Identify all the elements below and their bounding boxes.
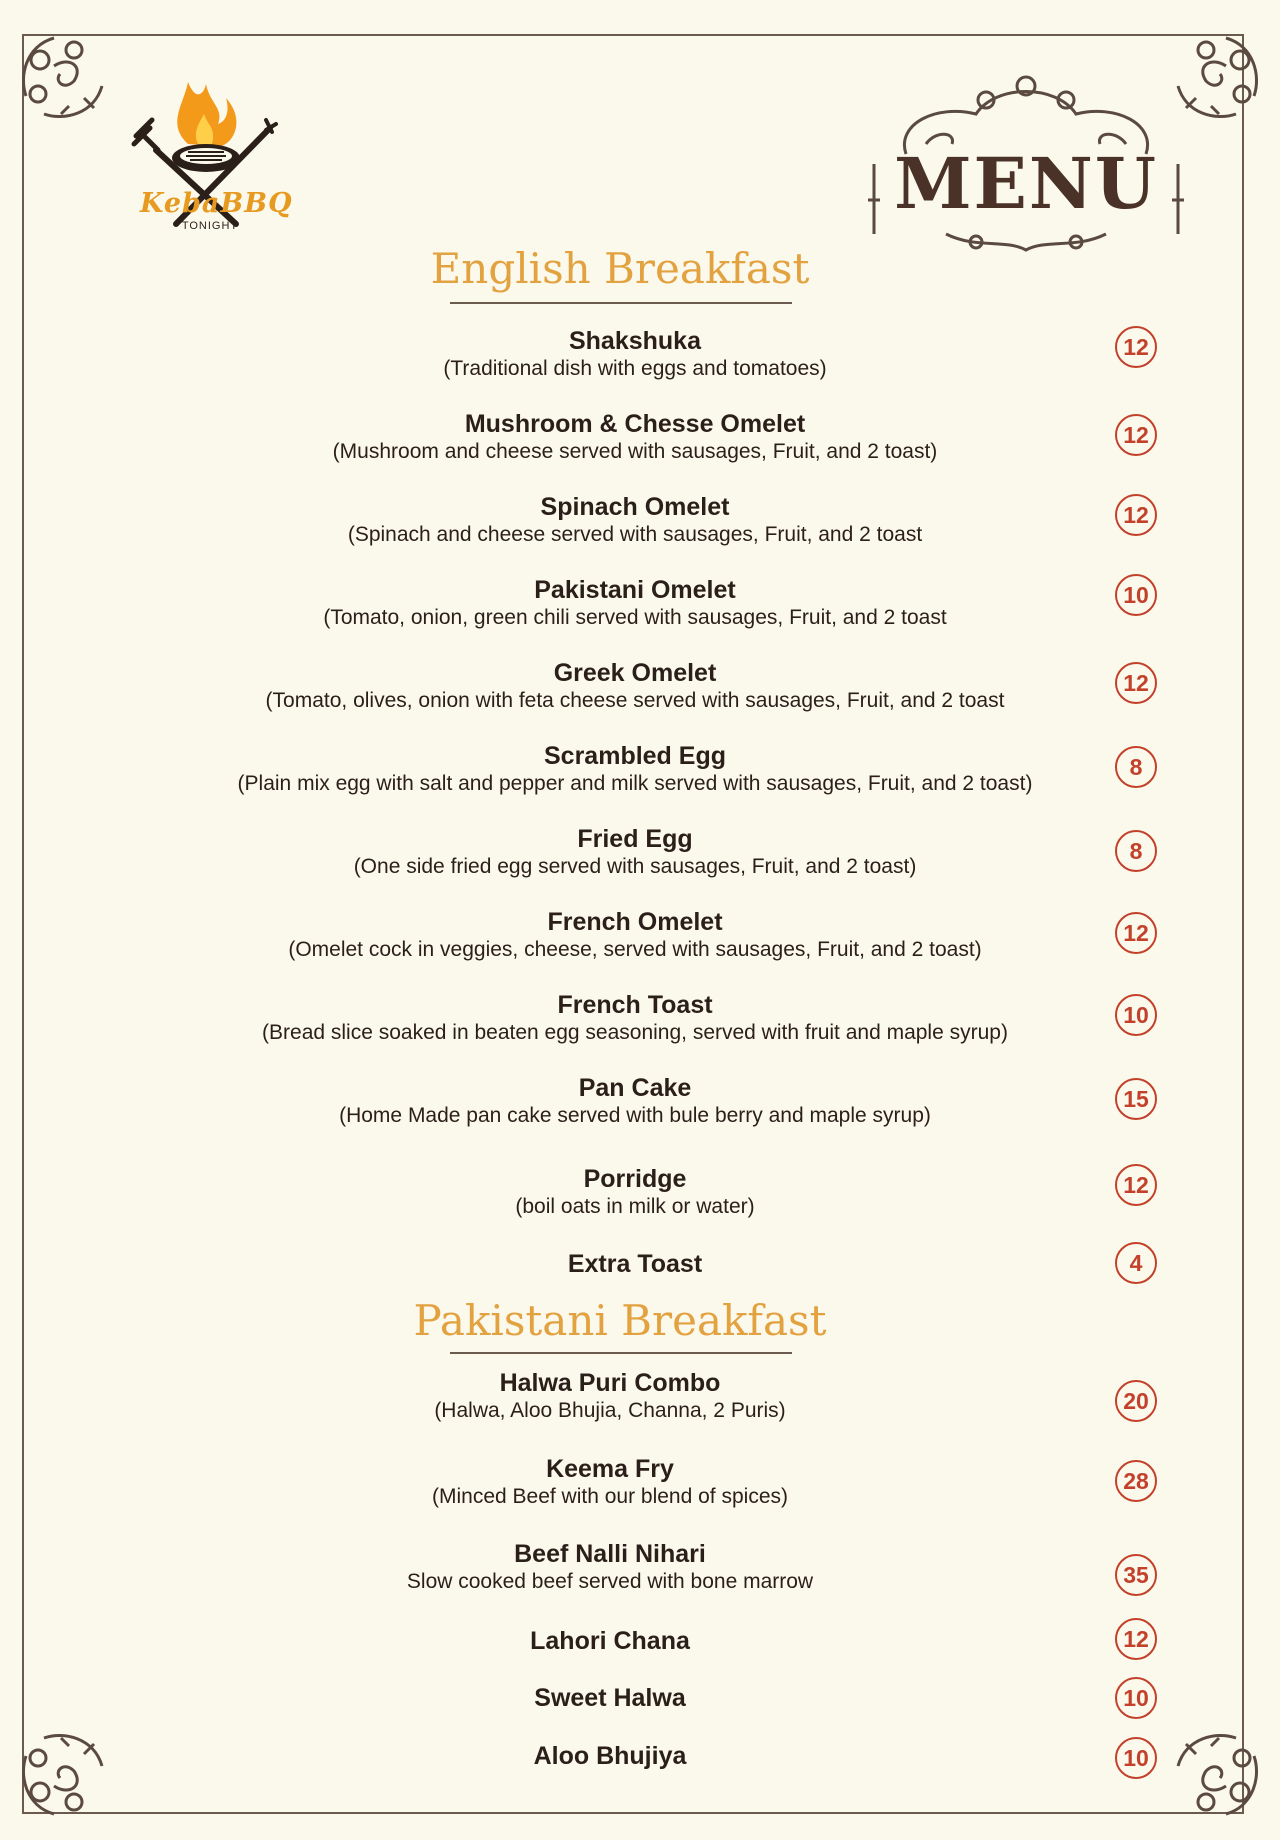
item-description: (boil oats in milk or water) [515, 1195, 755, 1218]
item-description: (Tomato, onion, green chili served with sausages, Fruit, and 2 toast [323, 606, 947, 629]
price-badge: 12 [1115, 326, 1157, 368]
item-description: (Plain mix egg with salt and pepper and milk served with sausages, Fruit, and 2 toast) [237, 772, 1033, 795]
item-name: Aloo Bhujiya [533, 1742, 687, 1770]
price-badge: 20 [1115, 1380, 1157, 1422]
restaurant-logo [126, 74, 293, 252]
price-badge: 8 [1115, 746, 1157, 788]
logo-tagline: TONIGHT [181, 220, 239, 232]
item-description: (Mushroom and cheese served with sausages, Fruit, and 2 toast) [332, 440, 938, 463]
item-description: (Omelet cock in veggies, cheese, served with sausages, Fruit, and 2 toast) [288, 938, 982, 961]
item-name: Fried Egg [577, 825, 693, 853]
item-description: (Spinach and cheese served with sausages, Fruit, and 2 toast [347, 523, 923, 546]
menu-item [200, 1741, 1020, 1771]
price-badge: 35 [1115, 1554, 1157, 1596]
item-description: (Tomato, olives, onion with feta cheese served with sausages, Fruit, and 2 toast [265, 689, 1005, 712]
section-divider [450, 1352, 792, 1354]
item-name: Lahori Chana [530, 1627, 690, 1655]
section-title-pakistani-breakfast: Pakistani Breakfast [413, 1296, 827, 1345]
item-name: French Toast [557, 991, 713, 1019]
menu-item [220, 1249, 1050, 1279]
menu-item [200, 1683, 1020, 1713]
price-badge: 8 [1115, 830, 1157, 872]
item-name: Spinach Omelet [540, 493, 730, 521]
logo-name: KebaBBQ [140, 188, 293, 219]
price-badge: 28 [1115, 1460, 1157, 1502]
price-badge: 4 [1115, 1242, 1157, 1284]
item-name: Keema Fry [546, 1455, 674, 1483]
menu-item [220, 1073, 1050, 1129]
item-name: Scrambled Egg [544, 742, 726, 770]
item-name: Halwa Puri Combo [499, 1369, 721, 1397]
item-name: Porridge [583, 1165, 687, 1193]
menu-heading-badge [866, 64, 1186, 274]
price-badge: 12 [1115, 494, 1157, 536]
item-name: Pan Cake [578, 1074, 692, 1102]
menu-item [220, 1164, 1050, 1220]
item-description: (Bread slice soaked in beaten egg seasoning, served with fruit and maple syrup) [262, 1021, 1008, 1044]
item-name: Sweet Halwa [534, 1684, 686, 1712]
menu-item [220, 326, 1050, 382]
item-description: (Minced Beef with our blend of spices) [431, 1485, 788, 1508]
item-name: Shakshuka [568, 327, 701, 355]
price-badge: 12 [1115, 414, 1157, 456]
menu-item [220, 824, 1050, 880]
menu-item [220, 409, 1050, 465]
menu-item [200, 1454, 1020, 1510]
item-name: Beef Nalli Nihari [514, 1540, 706, 1568]
price-badge: 12 [1115, 1618, 1157, 1660]
item-name: Mushroom & Chesse Omelet [464, 410, 806, 438]
item-description: (Traditional dish with eggs and tomatoes) [443, 357, 827, 380]
menu-item [220, 658, 1050, 714]
corner-ornament-icon [14, 26, 114, 126]
menu-item [220, 741, 1050, 797]
price-badge: 12 [1115, 1164, 1157, 1206]
item-description: (Halwa, Aloo Bhujia, Channa, 2 Puris) [434, 1399, 786, 1422]
item-description: (One side fried egg served with sausages, Fruit, and 2 toast) [353, 855, 917, 878]
price-badge: 12 [1115, 662, 1157, 704]
menu-item [200, 1539, 1020, 1595]
menu-title: MENU [894, 142, 1158, 225]
price-badge: 10 [1115, 994, 1157, 1036]
price-badge: 10 [1115, 1677, 1157, 1719]
menu-item [220, 575, 1050, 631]
price-badge: 10 [1115, 574, 1157, 616]
item-name: French Omelet [547, 908, 723, 936]
item-name: Extra Toast [567, 1250, 703, 1278]
menu-item [200, 1368, 1020, 1424]
menu-item [220, 907, 1050, 963]
menu-item [220, 492, 1050, 548]
menu-item [220, 990, 1050, 1046]
corner-ornament-icon [14, 1726, 114, 1826]
item-name: Pakistani Omelet [534, 576, 736, 604]
corner-ornament-icon [1166, 1726, 1266, 1826]
section-divider [450, 302, 792, 304]
section-title-english-breakfast: English Breakfast [430, 244, 810, 293]
item-description: (Home Made pan cake served with bule berry and maple syrup) [339, 1104, 931, 1127]
item-description: Slow cooked beef served with bone marrow [406, 1570, 814, 1593]
price-badge: 10 [1115, 1737, 1157, 1779]
menu-item [200, 1626, 1020, 1656]
item-name: Greek Omelet [553, 659, 717, 687]
price-badge: 12 [1115, 912, 1157, 954]
price-badge: 15 [1115, 1078, 1157, 1120]
